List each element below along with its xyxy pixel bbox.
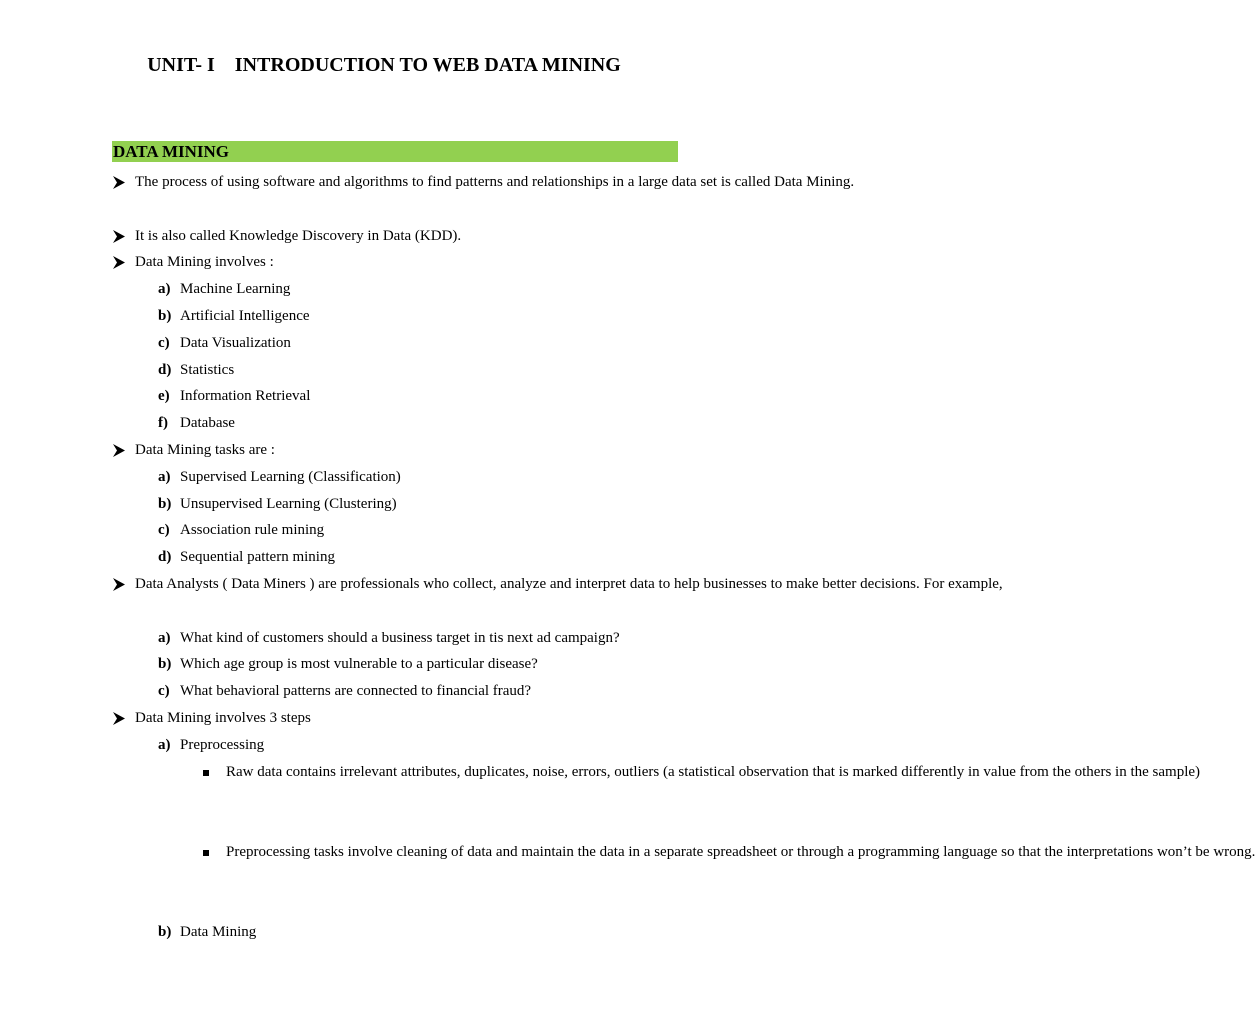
list-letter: c) [158,683,170,700]
list-item [0,464,768,491]
section-heading: DATA MINING [112,141,678,162]
sub-bullet-text: Preprocessing tasks involve cleaning of data and maintain the data in a separate spreadsheet or through a programming language so that the interpretations won’t be wrong. [226,843,1255,860]
list-letter: a) [158,736,171,753]
list-letter: e) [158,388,170,405]
bullet-text: Data Analysts ( Data Miners ) are professionals who collect, analyze and interpret data to help businesses to make better decisions. For example, [135,575,1003,592]
bullet-text: It is also called Knowledge Discovery in Data (KDD). [135,227,462,244]
list-text: Data Visualization [180,334,291,351]
list-letter: d) [158,361,172,378]
bullet-item [0,249,768,276]
bullet-text: Data Mining involves : [135,254,274,271]
square-bullet-icon [203,770,209,776]
list-letter: c) [158,522,170,539]
sub-bullet-text: Raw data contains irrelevant attributes, duplicates, noise, errors, outliers (a statistical observation that is marked differently in value from the others in the sample) [226,763,1201,780]
arrow-bullet-icon [113,437,127,464]
list-text: What kind of customers should a business target in tis next ad campaign? [180,629,620,646]
list-letter: b) [158,495,172,512]
bullet-text: Data Mining tasks are : [135,441,275,458]
list-letter: b) [158,656,172,673]
bullet-item [0,571,1003,625]
list-text: Which age group is most vulnerable to a particular disease? [180,656,538,673]
list-text: Data Mining [180,924,257,941]
list-item [0,491,768,518]
list-letter: b) [158,924,172,941]
list-item [0,678,768,705]
arrow-bullet-icon [113,169,127,196]
arrow-bullet-icon [113,249,127,276]
arrow-bullet-icon [113,223,127,250]
list-text: Sequential pattern mining [180,549,335,566]
list-item [0,410,768,437]
sub-bullet-item [0,839,1255,919]
list-letter: a) [158,629,171,646]
list-item [0,276,768,303]
document-body [0,169,1255,946]
bullet-text: The process of using software and algorithms to find patterns and relationships in a large data set is called Data Mining. [135,174,855,190]
list-item [0,732,768,759]
list-text: Unsupervised Learning (Clustering) [180,495,397,512]
list-text: Statistics [180,361,235,378]
list-letter: c) [158,334,170,351]
list-letter: f) [158,415,168,432]
arrow-bullet-icon [113,705,127,732]
bullet-item [0,705,768,732]
list-item [0,383,768,410]
list-text: Database [180,415,235,432]
list-letter: b) [158,307,172,324]
list-letter: d) [158,549,172,566]
list-letter: a) [158,468,171,485]
square-bullet-icon [203,850,209,856]
page-title: UNIT- I INTRODUCTION TO WEB DATA MINING [147,54,621,76]
list-text: Machine Learning [180,281,291,298]
list-text: Information Retrieval [180,388,311,405]
arrow-bullet-icon [113,571,127,598]
bullet-text: Data Mining involves 3 steps [135,709,311,726]
bullet-item [0,223,768,250]
list-item [0,651,768,678]
list-item [0,544,768,571]
list-text: Preprocessing [180,736,265,753]
list-item [0,625,768,652]
list-item [0,919,768,946]
list-item [0,517,768,544]
bullet-item [0,437,768,464]
list-text: Association rule mining [180,522,325,539]
list-text: Supervised Learning (Classification) [180,468,401,485]
list-text: Artificial Intelligence [180,307,310,324]
bullet-item [0,169,855,223]
list-item [0,357,768,384]
list-item [0,330,768,357]
list-text: What behavioral patterns are connected to financial fraud? [180,683,532,700]
list-letter: a) [158,281,171,298]
sub-bullet-item [0,759,1201,839]
list-item [0,303,768,330]
